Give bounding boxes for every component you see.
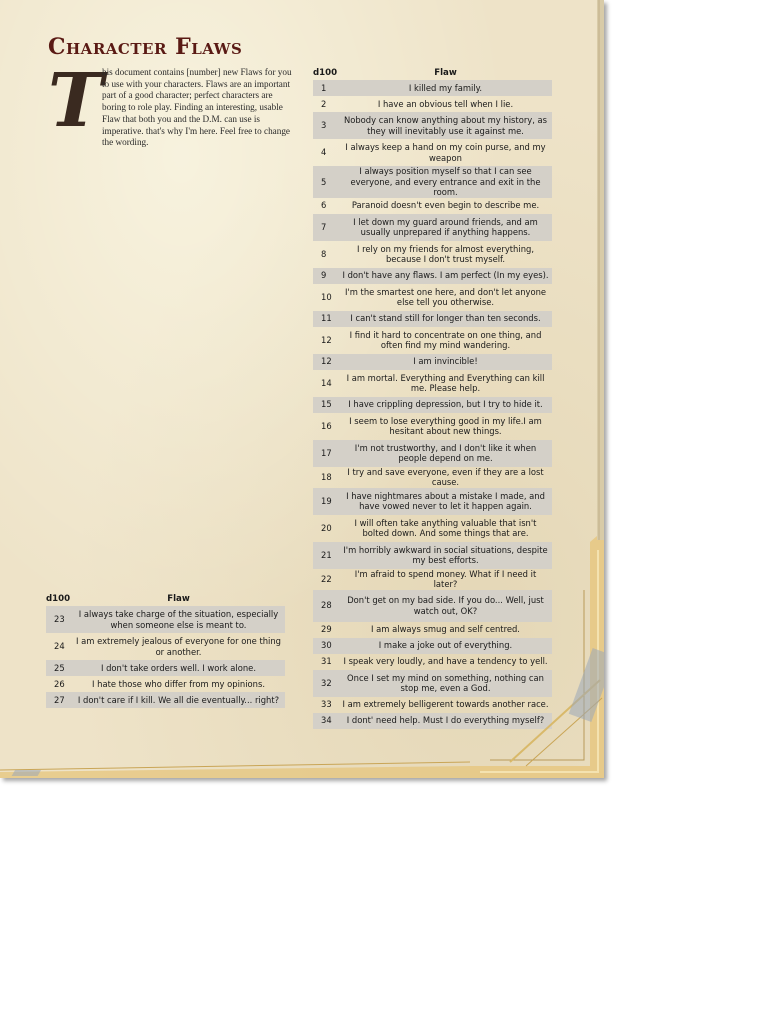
table-row bbox=[46, 692, 285, 708]
row-flaw-text: Don't get on my bad side. If you do... Well, just watch out, OK? bbox=[339, 590, 552, 622]
row-number: 15 bbox=[313, 397, 339, 413]
row-number: 12 bbox=[321, 334, 332, 345]
flaws-table-left bbox=[46, 592, 285, 708]
row-number: 34 bbox=[313, 713, 339, 729]
row-number: 7 bbox=[313, 214, 339, 241]
table-row bbox=[313, 397, 552, 413]
row-flaw-text: I seem to lose everything good in my life.I am hesitant about new things. bbox=[349, 415, 542, 436]
row-flaw-text: Nobody can know anything about my history, as they will inevitably use it against me. bbox=[339, 112, 552, 139]
table-row bbox=[313, 139, 552, 166]
row-number: 23 bbox=[46, 606, 72, 633]
row-flaw-text: I am always smug and self centred. bbox=[371, 624, 520, 635]
table-row bbox=[46, 606, 285, 633]
row-number: 20 bbox=[321, 522, 332, 533]
row-flaw-text: I always take charge of the situation, especially when someone else is meant to. bbox=[72, 606, 285, 633]
table-row bbox=[313, 370, 552, 397]
table-row bbox=[313, 166, 552, 198]
row-number: 8 bbox=[321, 248, 327, 259]
row-number: 14 bbox=[321, 377, 332, 388]
row-flaw-text: I have an obvious tell when I lie. bbox=[377, 98, 514, 109]
row-number: 12 bbox=[313, 354, 339, 370]
row-number: 29 bbox=[321, 624, 332, 635]
table-row bbox=[313, 96, 552, 112]
table-row bbox=[313, 241, 552, 268]
flaws-table-left-body bbox=[46, 606, 285, 708]
table-row bbox=[46, 633, 285, 660]
row-flaw-text: I am extremely belligerent towards another race. bbox=[342, 699, 549, 710]
corner-frame-ornament bbox=[470, 530, 604, 778]
row-flaw-text: I am mortal. Everything and Everything can kill me. Please help. bbox=[346, 372, 545, 393]
row-number: 21 bbox=[313, 542, 339, 569]
drop-cap: T bbox=[48, 58, 104, 144]
row-flaw-text: I let down my guard around friends, and am usually unprepared if anything happens. bbox=[339, 214, 552, 241]
page-title: Character Flaws bbox=[48, 34, 243, 60]
row-number: 2 bbox=[321, 98, 327, 109]
row-number: 26 bbox=[54, 678, 65, 689]
row-number: 32 bbox=[313, 670, 339, 697]
d100-header: d100 bbox=[46, 594, 71, 604]
row-number: 9 bbox=[313, 268, 339, 284]
table-row bbox=[313, 467, 552, 488]
row-number: 31 bbox=[321, 656, 332, 667]
table-row bbox=[313, 198, 552, 214]
row-flaw-text: I try and save everyone, even if they are a lost cause. bbox=[347, 466, 544, 487]
row-flaw-text: I don't take orders well. I work alone. bbox=[72, 660, 285, 676]
table-header-row bbox=[313, 66, 552, 80]
table-row bbox=[313, 284, 552, 311]
row-number: 28 bbox=[313, 590, 339, 622]
row-flaw-text: I killed my family. bbox=[339, 80, 552, 96]
row-flaw-text: I will often take anything valuable that isn't bolted down. And some things that are. bbox=[354, 517, 537, 538]
right-edge-ornament bbox=[597, 0, 604, 540]
row-flaw-text: I'm the smartest one here, and don't let anyone else tell you otherwise. bbox=[344, 286, 547, 307]
row-number: 16 bbox=[321, 420, 332, 431]
row-number: 19 bbox=[313, 488, 339, 515]
table-row bbox=[313, 80, 552, 96]
flaw-header: Flaw bbox=[167, 594, 190, 604]
row-flaw-text: I always keep a hand on my coin purse, and my weapon bbox=[345, 142, 546, 163]
row-number: 33 bbox=[321, 699, 332, 710]
table-header-row bbox=[46, 592, 285, 606]
row-number: 1 bbox=[313, 80, 339, 96]
row-flaw-text: I hate those who differ from my opinions. bbox=[92, 678, 265, 689]
d100-header: d100 bbox=[313, 68, 338, 78]
row-flaw-text: I don't have any flaws. I am perfect (In my eyes). bbox=[339, 268, 552, 284]
table-row bbox=[46, 660, 285, 676]
table-row bbox=[313, 268, 552, 284]
row-number: 27 bbox=[46, 692, 72, 708]
table-row bbox=[313, 112, 552, 139]
intro-paragraph: his document contains [number] new Flaws for you to use with your characters. Flaws are an important part of a good character; perfect characters are boring to role play. Finding an interesting, usable Flaw that both you and the D.M. can use is imperative. that's why I'm here. Feel free to change the wording. bbox=[102, 67, 292, 148]
row-flaw-text: I don't care if I kill. We all die eventually... right? bbox=[72, 692, 285, 708]
row-number: 25 bbox=[46, 660, 72, 676]
table-row bbox=[313, 311, 552, 327]
row-flaw-text: I have nightmares about a mistake I made, and have vowed never to let it happen again. bbox=[339, 488, 552, 515]
table-row bbox=[313, 354, 552, 370]
row-number: 11 bbox=[313, 311, 339, 327]
table-row bbox=[313, 214, 552, 241]
row-flaw-text: I'm not trustworthy, and I don't like it when people depend on me. bbox=[339, 440, 552, 467]
table-row bbox=[46, 676, 285, 692]
row-number: 5 bbox=[313, 166, 339, 198]
row-number: 24 bbox=[54, 641, 65, 652]
row-number: 18 bbox=[321, 471, 332, 482]
flaw-header: Flaw bbox=[434, 68, 457, 78]
row-number: 6 bbox=[321, 200, 327, 211]
table-row bbox=[313, 413, 552, 440]
row-flaw-text: I dont' need help. Must I do everything myself? bbox=[339, 713, 552, 729]
row-flaw-text: I'm horribly awkward in social situations, despite my best efforts. bbox=[339, 542, 552, 569]
row-flaw-text: I make a joke out of everything. bbox=[339, 638, 552, 654]
table-row bbox=[313, 488, 552, 515]
row-flaw-text: I rely on my friends for almost everything, because I don't trust myself. bbox=[357, 243, 534, 264]
row-flaw-text: I speak very loudly, and have a tendency to yell. bbox=[343, 656, 548, 667]
table-row bbox=[313, 327, 552, 354]
row-flaw-text: I'm afraid to spend money. What if I need it later? bbox=[354, 568, 537, 589]
table-row bbox=[313, 440, 552, 467]
row-flaw-text: Paranoid doesn't even begin to describe me. bbox=[351, 200, 540, 211]
row-number: 4 bbox=[321, 147, 327, 158]
row-flaw-text: Once I set my mind on something, nothing can stop me, even a God. bbox=[339, 670, 552, 697]
row-flaw-text: I am invincible! bbox=[339, 354, 552, 370]
row-number: 3 bbox=[313, 112, 339, 139]
row-flaw-text: I have crippling depression, but I try to hide it. bbox=[339, 397, 552, 413]
row-flaw-text: I always position myself so that I can see everyone, and every entrance and exit in the room. bbox=[339, 166, 552, 198]
row-number: 17 bbox=[313, 440, 339, 467]
row-flaw-text: I can't stand still for longer than ten seconds. bbox=[339, 311, 552, 327]
row-flaw-text: I find it hard to concentrate on one thing, and often find my mind wandering. bbox=[349, 329, 542, 350]
row-flaw-text: I am extremely jealous of everyone for one thing or another. bbox=[75, 636, 281, 657]
row-number: 30 bbox=[313, 638, 339, 654]
row-number: 22 bbox=[321, 573, 332, 584]
bottom-frame-ornament bbox=[0, 758, 470, 778]
row-number: 10 bbox=[321, 291, 332, 302]
